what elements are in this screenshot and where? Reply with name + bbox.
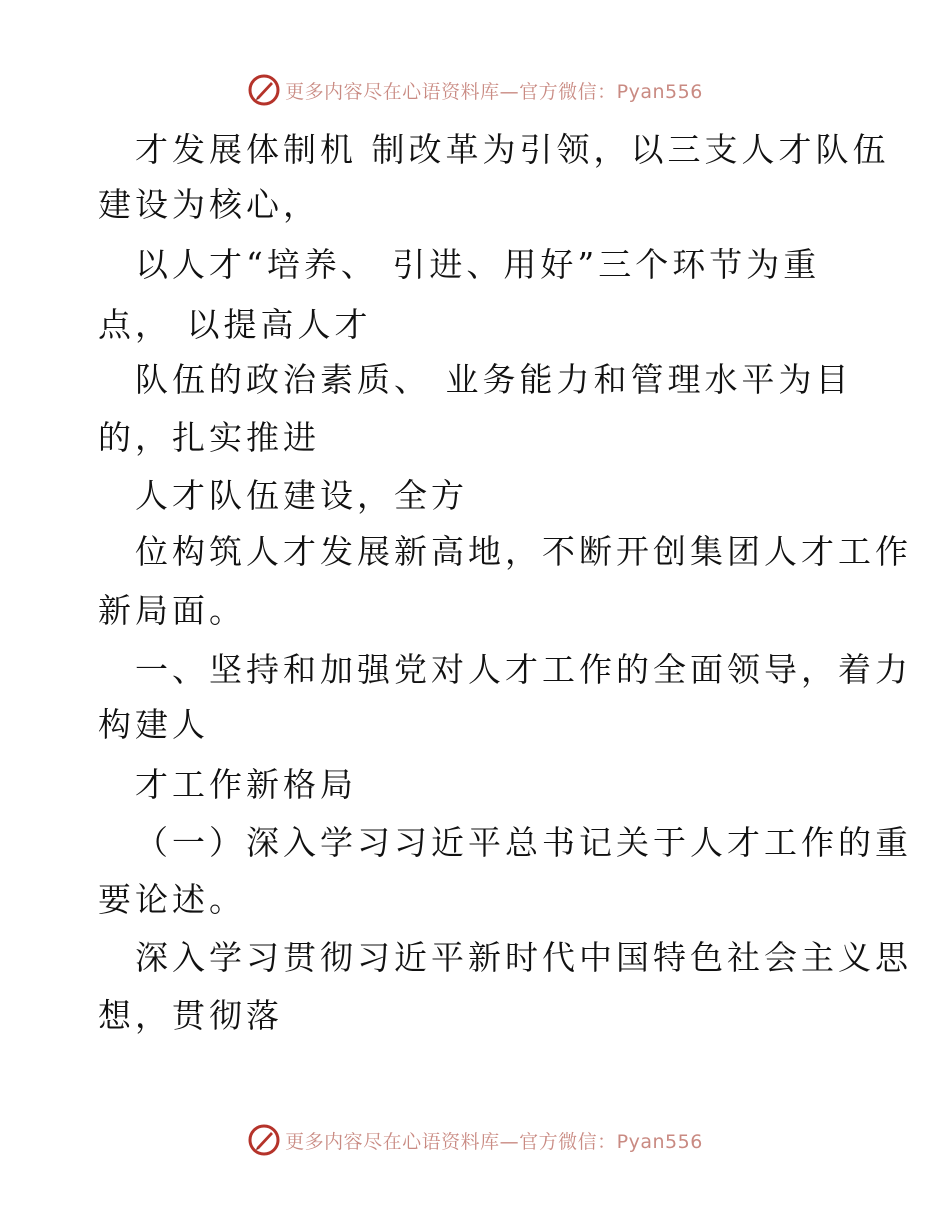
text-line: 建设为核心，	[98, 185, 320, 224]
text-line: 位构筑人才发展新高地，不断开创集团人才工作	[135, 532, 912, 571]
text-line: 想，贯彻落	[98, 996, 283, 1035]
text-line: 要论述。	[98, 880, 246, 919]
text-line: （一）深入学习习近平总书记关于人才工作的重	[135, 823, 912, 862]
text-line: 点， 以提高人才	[98, 305, 372, 344]
text-line: 以人才“培养、 引进、用好”三个环节为重	[135, 245, 821, 284]
quill-logo-icon	[247, 1123, 281, 1157]
text-line: 人才队伍建设，全方	[135, 476, 468, 515]
quill-logo-icon	[247, 73, 281, 107]
text-line: 新局面。	[98, 591, 246, 630]
text-line: 构建人	[98, 705, 209, 744]
footer-banner-text: 更多内容尽在心语资料库—官方微信：Pyan556	[285, 1130, 703, 1153]
text-line: 队伍的政治素质、 业务能力和管理水平为目	[135, 360, 853, 399]
text-line: 一、坚持和加强党对人才工作的全面领导，着力	[135, 650, 912, 689]
header-banner-text: 更多内容尽在心语资料库—官方微信：Pyan556	[285, 80, 703, 103]
text-line: 的，扎实推进	[98, 418, 320, 457]
text-line: 才发展体制机 制改革为引领，以三支人才队伍	[135, 130, 890, 169]
text-line: 深入学习贯彻习近平新时代中国特色社会主义思	[135, 938, 912, 977]
footer-banner	[0, 1120, 950, 1160]
header-banner	[0, 70, 950, 110]
text-line: 才工作新格局	[135, 765, 357, 804]
